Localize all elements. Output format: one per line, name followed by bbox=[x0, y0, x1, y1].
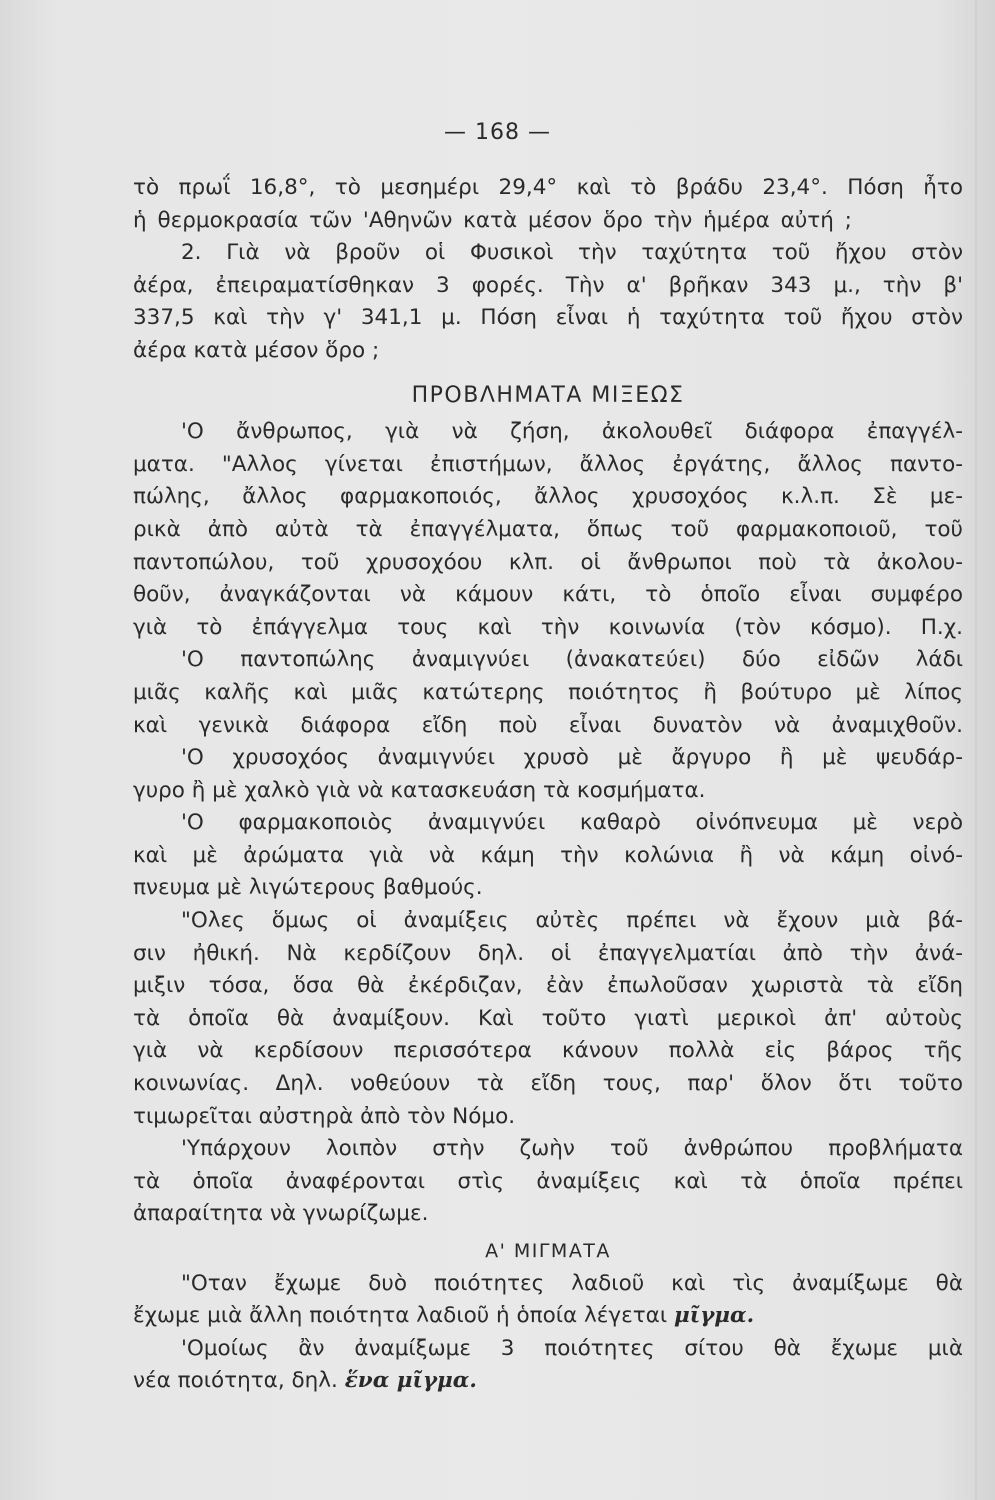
page-spine-shadow bbox=[975, 0, 977, 1500]
text-line: θοῦν, ἀναγκάζονται νὰ κάμουν κάτι, τὸ ὁποῖο εἶναι συμφέρο bbox=[133, 582, 963, 608]
subsection-heading: Α' ΜΙΓΜΑΤΑ bbox=[485, 1240, 611, 1262]
text-line: τὰ ὁποῖα ἀναφέρονται στὶς ἀναμίξεις καὶ τὰ ὁποῖα πρέπει bbox=[133, 1168, 963, 1194]
text-fragment: νέα ποιότητα, δηλ. bbox=[133, 1368, 338, 1394]
text-line: ματα. "Αλλος γίνεται ἐπιστήμων, ἄλλος ἐργάτης, ἄλλος παντο- bbox=[133, 451, 963, 477]
text-line: κοινωνίας. Δηλ. νοθεύουν τὰ εἴδη τους, παρ' ὅλον ὅτι τοῦτο bbox=[133, 1071, 963, 1097]
section-heading: ΠΡΟΒΛΗΜΑΤΑ ΜΙΞΕΩΣ bbox=[411, 382, 685, 408]
emphasized-term: ἕνα μῖγμα. bbox=[344, 1368, 477, 1394]
text-line: 2. Γιὰ νὰ βροῦν οἱ Φυσικοὶ τὴν ταχύτητα τοῦ ἤχου στὸν bbox=[181, 240, 963, 266]
text-line: 337,5 καὶ τὴν γ' 341,1 μ. Πόση εἶναι ἡ ταχύτητα τοῦ ἤχου στὸν bbox=[133, 305, 963, 331]
page-number: — 168 — bbox=[444, 120, 551, 145]
text-line: 'Ο παντοπώλης ἀναμιγνύει (ἀνακατεύει) δύο εἰδῶν λάδι bbox=[181, 647, 963, 673]
text-line: ἡ θερμοκρασία τῶν 'Αθηνῶν κατὰ μέσον ὅρο τὴν ἡμέρα αὐτή ; bbox=[133, 207, 852, 233]
text-line: μιᾶς καλῆς καὶ μιᾶς κατώτερης ποιότητος ἢ βούτυρο μὲ λίπος bbox=[133, 679, 963, 705]
text-line: ἀπαραίτητα νὰ γνωρίζωμε. bbox=[133, 1201, 429, 1227]
text-line: γιὰ νὰ κερδίσουν περισσότερα κάνουν πολλὰ εἰς βάρος τῆς bbox=[133, 1038, 963, 1064]
text-line: πώλης, ἄλλος φαρμακοποιός, ἄλλος χρυσοχόος κ.λ.π. Σὲ με- bbox=[133, 484, 963, 510]
text-fragment: ἔχωμε μιὰ ἄλλη ποιότητα λαδιοῦ ἡ ὁποία λέγεται bbox=[133, 1303, 668, 1329]
text-line bbox=[133, 1300, 963, 1333]
text-line: 'Υπάρχουν λοιπὸν στὴν ζωὴν τοῦ ἀνθρώπου προβλήματα bbox=[181, 1136, 963, 1162]
text-line: "Ολες ὅμως οἱ ἀναμίξεις αὐτὲς πρέπει νὰ ἔχουν μιὰ βά- bbox=[181, 908, 963, 934]
text-line: ἀέρα κατὰ μέσον ὅρο ; bbox=[133, 337, 380, 363]
text-line bbox=[133, 1365, 963, 1398]
text-line: πνευμα μὲ λιγώτερους βαθμούς. bbox=[133, 875, 483, 901]
text-line: γιὰ τὸ ἐπάγγελμα τους καὶ τὴν κοινωνία (τὸν κόσμο). Π.χ. bbox=[133, 614, 963, 640]
text-line: "Οταν ἔχωμε δυὸ ποιότητες λαδιοῦ καὶ τὶς ἀναμίξωμε θὰ bbox=[181, 1270, 963, 1296]
text-line: καὶ γενικὰ διάφορα εἴδη ποὺ εἶναι δυνατὸν νὰ ἀναμιχθοῦν. bbox=[133, 712, 963, 738]
text-line: 'Ο ἄνθρωπος, γιὰ νὰ ζήση, ἀκολουθεῖ διάφορα ἐπαγγέλ- bbox=[181, 419, 963, 445]
text-line: σιν ἠθική. Νὰ κερδίζουν δηλ. οἱ ἐπαγγελματίαι ἀπὸ τὴν ἀνά- bbox=[133, 940, 963, 966]
emphasized-term: μῖγμα. bbox=[673, 1303, 755, 1329]
text-line: 'Ο χρυσοχόος ἀναμιγνύει χρυσὸ μὲ ἄργυρο ἢ μὲ ψευδάρ- bbox=[181, 745, 963, 771]
text-line: παντοπώλου, τοῦ χρυσοχόου κλπ. οἱ ἄνθρωποι ποὺ τὰ ἀκολου- bbox=[133, 549, 963, 575]
text-line: γυρο ἢ μὲ χαλκὸ γιὰ νὰ κατασκευάση τὰ κοσμήματα. bbox=[133, 777, 706, 803]
page-text bbox=[133, 172, 963, 1398]
text-line: 'Ο φαρμακοποιὸς ἀναμιγνύει καθαρὸ οἰνόπνευμα μὲ νερὸ bbox=[181, 810, 963, 836]
text-line: 'Ομοίως ἂν ἀναμίξωμε 3 ποιότητες σίτου θὰ ἔχωμε μιὰ bbox=[181, 1335, 963, 1361]
text-line: καὶ μὲ ἀρώματα γιὰ νὰ κάμη τὴν κολώνια ἢ νὰ κάμη οἰνό- bbox=[133, 842, 963, 868]
text-line: τὸ πρωΐ 16,8°, τὸ μεσημέρι 29,4° καὶ τὸ βράδυ 23,4°. Πόση ἦτο bbox=[133, 175, 963, 200]
text-line: μιξιν τόσα, ὅσα θὰ ἐκέρδιζαν, ἐὰν ἐπωλοῦσαν χωριστὰ τὰ εἴδη bbox=[133, 973, 963, 999]
text-line: τὰ ὁποῖα θὰ ἀναμίξουν. Καὶ τοῦτο γιατὶ μερικοὶ ἀπ' αὐτοὺς bbox=[133, 1005, 963, 1031]
text-line: ἀέρα, ἐπειραματίσθηκαν 3 φορές. Τὴν α' βρῆκαν 343 μ., τὴν β' bbox=[133, 272, 963, 298]
text-line: τιμωρεῖται αὐστηρὰ ἀπὸ τὸν Νόμο. bbox=[133, 1103, 516, 1129]
text-line: ρικὰ ἀπὸ αὐτὰ τὰ ἐπαγγέλματα, ὅπως τοῦ φαρμακοποιοῦ, τοῦ bbox=[133, 516, 963, 542]
